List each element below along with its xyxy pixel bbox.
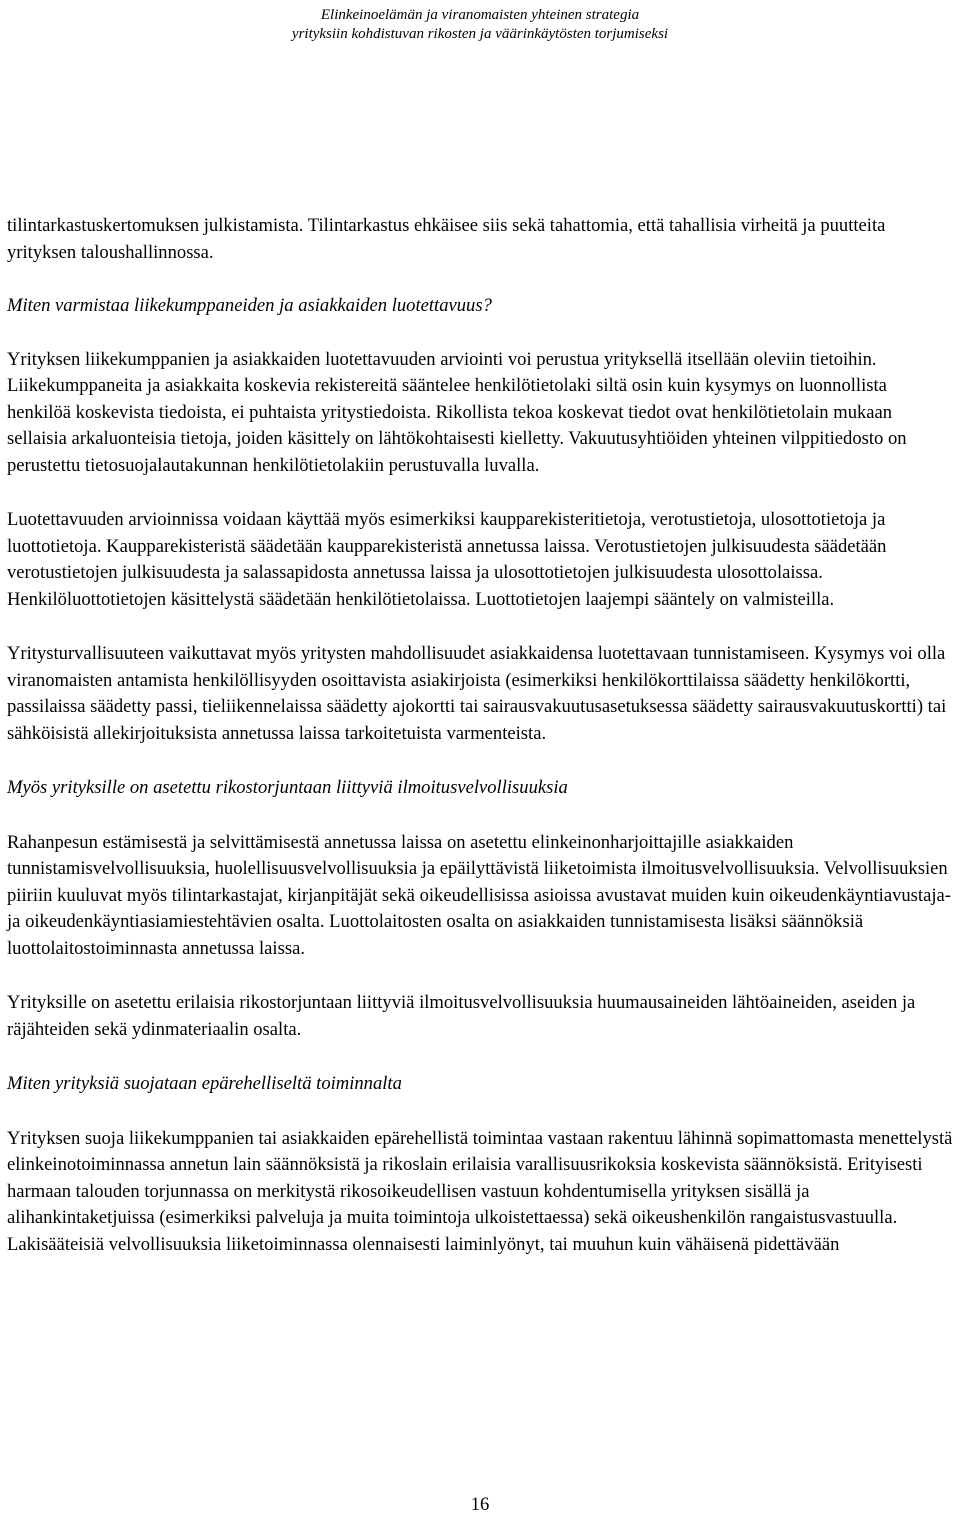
document-body bbox=[7, 213, 953, 1258]
header-title-line-1: Elinkeinoelämän ja viranomaisten yhteinen strategia bbox=[320, 7, 640, 23]
paragraph: tilintarkastuskertomuksen julkistamista. Tilintarkastus ehkäisee siis sekä tahattomia, että tahallisia virheitä ja puutteita yrityksen taloushallinnossa. bbox=[7, 215, 886, 263]
page-number: 16 bbox=[470, 1494, 490, 1515]
paragraph: Rahanpesun estämisestä ja selvittämisestä annetussa laissa on asetettu elinkeinonharjoittajille asiakkaiden tunnistamisvelvollisuuksia, huolellisuusvelvollisuuksia ja epäilyttävistä liiketoimista ilmoitusvelvollisuuksia. Velvollisuuksien piiriin kuuluvat myös tilintarkastajat, kirjanpitäjät sekä oikeudellisissa asioissa avustavat muiden kuin oikeudenkäyntiavustaja- ja oikeudenkäyntiasiamiestehtävien osalta. Luottolaitosten osalta on asiakkaiden tunnistamisesta lisäksi säännöksiä luottolaitostoiminnasta annetussa laissa. bbox=[7, 831, 951, 959]
running-header bbox=[0, 6, 960, 44]
section-heading: Myös yrityksille on asetettu rikostorjuntaan liittyviä ilmoitusvelvollisuuksia bbox=[7, 777, 568, 798]
paragraph: Yrityksen suoja liikekumppanien tai asiakkaiden epärehellistä toimintaa vastaan rakentuu lähinnä sopimattomasta menettelystä elinkeinotoiminnassa annetun lain säännöksistä ja rikoslain erilaisia varallisuusrikoksia koskevista säännöksistä. Erityisesti harmaan talouden torjunnassa on merkitystä rikosoikeudellisen vastuun kohdentumisella yrityksen sisällä ja alihankintaketjuissa (esimerkiksi palveluja ja muita toimintoja ulkoistettaessa) sekä oikeushenkilön rangaistusvastuulla. Lakisääteisiä velvollisuuksia liiketoiminnassa olennaisesti laiminlyönyt, tai muuhun kuin vähäisenä pidettävään bbox=[7, 1127, 953, 1255]
section-heading: Miten varmistaa liikekumppaneiden ja asiakkaiden luotettavuus? bbox=[7, 295, 492, 316]
section-heading: Miten yrityksiä suojataan epärehelliseltä toiminnalta bbox=[7, 1073, 402, 1094]
header-title-line-2: yrityksiin kohdistuvan rikosten ja väärinkäytösten torjumiseksi bbox=[291, 26, 669, 42]
paragraph: Yrityksen liikekumppanien ja asiakkaiden luotettavuuden arviointi voi perustua yrityksellä itsellään oleviin tietoihin. Liikekumppaneita ja asiakkaita koskevia rekistereitä sääntelee henkilötietolaki siltä osin kuin kysymys on luonnollista henkilöä koskevista tiedoista, ei puhtaista yritystiedoista. Rikollista tekoa koskevat tiedot ovat henkilötietolain mukaan sellaisia arkaluonteisia tietoja, joiden käsittely on lähtökohtaisesti kielletty. Vakuutusyhtiöiden yhteinen vilppitiedosto on perustettu tietosuojalautakunnan henkilötietolakiin perustuvalla luvalla. bbox=[7, 348, 907, 476]
paragraph: Yritysturvallisuuteen vaikuttavat myös yritysten mahdollisuudet asiakkaidensa luotettavaan tunnistamiseen. Kysymys voi olla viranomaisten antamista henkilöllisyyden osoittavista asiakirjoista (esimerkiksi henkilökorttilaissa säädetty henkilökortti, passilaissa säädetty passi, tieliikennelaissa säädetty ajokortti tai sairausvakuutusasetuksessa säädetty sairausvakuutuskortti) tai sähköisistä allekirjoituksista annetussa laissa tarkoitetuista varmenteista. bbox=[7, 643, 947, 744]
paragraph: Luotettavuuden arvioinnissa voidaan käyttää myös esimerkiksi kaupparekisteritietoja, verotustietoja, ulosottotietoja ja luottotietoja. Kaupparekisteristä säädetään kaupparekisteristä annetussa laissa. Verotustietojen julkisuudesta säädetään verotustietojen julkisuudesta ja salassapidosta annetussa laissa ja ulosottotietojen julkisuudesta ulosottolaissa. Henkilöluottotietojen käsittelystä säädetään henkilötietolaissa. Luottotietojen laajempi sääntely on valmisteilla. bbox=[7, 509, 887, 610]
paragraph: Yrityksille on asetettu erilaisia rikostorjuntaan liittyviä ilmoitusvelvollisuuksia huumausaineiden lähtöaineiden, aseiden ja räjähteiden sekä ydinmateriaalin osalta. bbox=[7, 992, 916, 1040]
